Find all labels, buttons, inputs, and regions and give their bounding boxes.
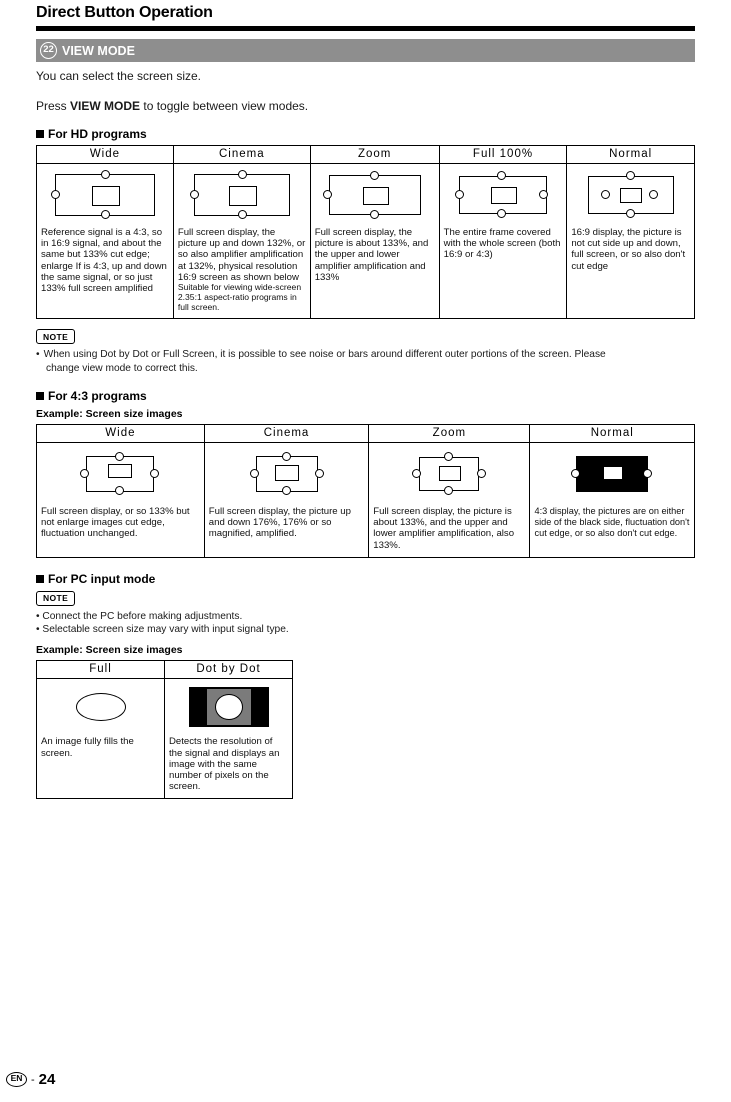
cell-hd-cinema-small: Suitable for viewing wide-screen 2.35:1 aspect-ratio programs in full screen. <box>177 282 302 312</box>
press-instruction <box>36 99 695 113</box>
dot-left-icon <box>455 190 464 199</box>
hd-programs-heading-label: For HD programs <box>48 127 147 141</box>
diagram-wide <box>37 164 173 226</box>
pictogram <box>320 171 430 219</box>
table-diagram-row <box>37 442 695 557</box>
square-bullet-icon <box>36 130 44 138</box>
inner-rect <box>363 187 389 205</box>
cell-hd-normal-diagram <box>567 164 695 319</box>
cell-hd-wide-diagram <box>37 164 174 319</box>
screen-frame <box>329 175 421 215</box>
dot-left-icon <box>51 190 60 199</box>
footer-dash: - <box>31 1073 35 1086</box>
intro-line: You can select the screen size. <box>36 69 201 83</box>
inner-rect <box>491 187 517 204</box>
dot-left-icon <box>323 190 332 199</box>
note-line-2: change view mode to correct this. <box>46 362 198 374</box>
dot-top-icon <box>626 171 635 180</box>
title-divider <box>36 26 695 31</box>
table-header-row <box>37 146 695 164</box>
diagram-zoom-43 <box>369 443 529 505</box>
cell-hd-full-diagram <box>439 164 567 319</box>
dot-right-icon <box>315 469 324 478</box>
pc-input-heading-label: For PC input mode <box>48 571 156 586</box>
section-title: VIEW MODE <box>62 43 135 58</box>
table-header-row <box>37 661 293 679</box>
dot-bottom-icon <box>497 209 506 218</box>
pc-note-line-2: • Selectable screen size may vary with input signal type. <box>36 624 289 636</box>
pictogram <box>64 451 176 497</box>
pc-example-label: Example: Screen size images <box>36 644 183 657</box>
cell-43-cinema-text: Full screen display, the picture up and down 176%, 176% or so magnified, amplified. <box>208 505 351 540</box>
pc-note-line-1: • Connect the PC before making adjustments. <box>36 610 243 622</box>
dot-bottom-icon <box>282 486 291 495</box>
column-header-cinema: Cinema <box>204 424 369 442</box>
column-header-dot-by-dot: Dot by Dot <box>165 661 293 679</box>
ratio43-example-label: Example: Screen size images <box>36 407 183 420</box>
cell-hd-normal-text: 16:9 display, the picture is not cut side up and down, full screen, or so also don't cut edge <box>571 227 686 272</box>
pc-note-text <box>36 610 695 637</box>
column-header-normal: Normal <box>530 424 695 442</box>
cell-pc-dot-text: Detects the resolution of the signal and displays an image with the same number of pixels on the screen. <box>169 736 280 793</box>
inner-rect <box>229 186 257 206</box>
cell-hd-wide-text: Reference signal is a 4:3, so in 16:9 signal, and about the same but 133% cut edge; enlarge If is 4:3, up and down the same signal, or so just 133% full screen amplified <box>41 227 167 295</box>
page-number: 24 <box>38 1071 56 1088</box>
section-header <box>36 39 695 62</box>
diagram-full100 <box>440 164 567 226</box>
column-header-wide: Wide <box>37 146 174 164</box>
ratio43-view-mode-table <box>36 424 695 558</box>
column-header-normal: Normal <box>567 146 695 164</box>
cell-pc-full-diagram <box>37 679 165 799</box>
cell-hd-cinema-main: Full screen display, the picture up and down 132%, or so also amplifier amplification at 132%, physical resolution 16:9 screen as shown below <box>177 227 306 283</box>
dot-right-icon <box>477 469 486 478</box>
press-suffix: to toggle between view modes. <box>140 99 309 113</box>
pc-view-mode-table <box>36 660 293 799</box>
diagram-normal-43 <box>530 443 694 505</box>
cell-43-wide-text: Full screen display, or so 133% but not enlarge images cut edge, fluctuation unchanged. <box>41 505 190 540</box>
inner-rect <box>275 465 299 481</box>
cell-hd-cinema-diagram <box>173 164 310 319</box>
dot-left-icon <box>250 469 259 478</box>
cell-43-zoom-text: Full screen display, the picture is about 133%, and the upper and lower amplifier amplification, also 133%. <box>373 505 515 551</box>
column-header-cinema: Cinema <box>173 146 310 164</box>
press-button-name: VIEW MODE <box>70 99 141 113</box>
dot-bottom-icon <box>238 210 247 219</box>
cell-hd-cinema-text <box>174 226 310 318</box>
diagram-cinema <box>174 164 310 226</box>
cell-pc-full-text: An image fully fills the screen. <box>41 736 134 759</box>
page-footer <box>0 1071 731 1088</box>
dot-left-icon <box>601 190 610 199</box>
cell-43-normal-text: 4:3 display, the pictures are on either side of the black side, fluctuation don't cut edge, or so also don't cut edge. <box>534 505 690 538</box>
page-title: Direct Button Operation <box>36 4 213 21</box>
dot-right-icon <box>643 469 652 478</box>
note-bullet-icon: • <box>36 349 40 361</box>
diagram-pc-dot-by-dot <box>165 679 292 735</box>
table-header-row <box>37 424 695 442</box>
inner-rect <box>439 466 461 481</box>
inner-rect <box>92 186 120 206</box>
cell-43-cinema-diagram <box>204 442 369 557</box>
screen-frame-black <box>576 456 648 492</box>
note-bullet-line <box>36 348 695 361</box>
cell-pc-dot-diagram <box>165 679 293 799</box>
hd-programs-heading <box>36 127 695 141</box>
diagram-wide-43 <box>37 443 204 505</box>
column-header-wide: Wide <box>37 424 205 442</box>
dot-right-icon <box>539 190 548 199</box>
cell-hd-full-text: The entire frame covered with the whole screen (both 16:9 or 4:3) <box>443 227 561 261</box>
oval-image-icon <box>215 694 243 720</box>
cell-hd-zoom-diagram <box>310 164 439 319</box>
ratio43-heading-label: For 4:3 programs <box>48 388 147 403</box>
dot-bottom-icon <box>444 486 453 495</box>
pictogram <box>186 171 298 219</box>
pictogram <box>394 451 504 497</box>
square-bullet-icon <box>36 575 44 583</box>
diagram-cinema-43 <box>205 443 369 505</box>
dot-left-icon <box>190 190 199 199</box>
column-header-zoom: Zoom <box>369 424 530 442</box>
inner-rect <box>108 464 132 478</box>
dot-right-icon <box>649 190 658 199</box>
cell-hd-zoom-text: Full screen display, the picture is about 133%, and the upper and lower amplifier amplification and 133% <box>314 227 429 283</box>
dot-bottom-icon <box>370 210 379 219</box>
diagram-pc-full <box>37 679 164 735</box>
diagram-normal <box>567 164 694 226</box>
cell-43-zoom-diagram <box>369 442 530 557</box>
cell-43-normal-diagram <box>530 442 695 557</box>
note-text <box>36 348 695 375</box>
press-prefix: Press <box>36 99 71 113</box>
inner-rect <box>603 466 623 480</box>
note-badge: NOTE <box>36 329 75 344</box>
dot-top-icon <box>370 171 379 180</box>
dot-bottom-icon <box>626 209 635 218</box>
pictogram <box>49 171 161 219</box>
dot-bottom-icon <box>101 210 110 219</box>
section-number-badge: 22 <box>40 42 57 59</box>
dot-bottom-icon <box>115 486 124 495</box>
column-header-full100: Full 100% <box>439 146 567 164</box>
diagram-zoom <box>311 164 439 226</box>
inner-rect <box>620 188 642 203</box>
dot-top-icon <box>238 170 247 179</box>
table-diagram-row <box>37 679 293 799</box>
square-bullet-icon <box>36 392 44 400</box>
pictogram <box>231 451 343 497</box>
pictogram <box>579 171 683 219</box>
pictogram <box>557 451 667 497</box>
cell-43-wide-diagram <box>37 442 205 557</box>
language-badge: EN <box>6 1072 27 1087</box>
ratio43-heading <box>36 389 695 403</box>
table-diagram-row <box>37 164 695 319</box>
screen-frame-black <box>189 687 269 727</box>
column-header-zoom: Zoom <box>310 146 439 164</box>
pc-note-badge: NOTE <box>36 591 75 606</box>
dot-top-icon <box>101 170 110 179</box>
pc-input-heading <box>36 572 695 586</box>
gray-area <box>207 689 251 725</box>
dot-right-icon <box>150 469 159 478</box>
screen-frame <box>61 687 141 727</box>
oval-image-icon <box>76 693 126 721</box>
dot-top-icon <box>282 452 291 461</box>
dot-top-icon <box>497 171 506 180</box>
hd-view-mode-table <box>36 145 695 319</box>
column-header-full: Full <box>37 661 165 679</box>
pictogram <box>449 171 557 219</box>
note-line-1: When using Dot by Dot or Full Screen, it is possible to see noise or bars around different outer portions of the screen. Please <box>43 349 606 361</box>
